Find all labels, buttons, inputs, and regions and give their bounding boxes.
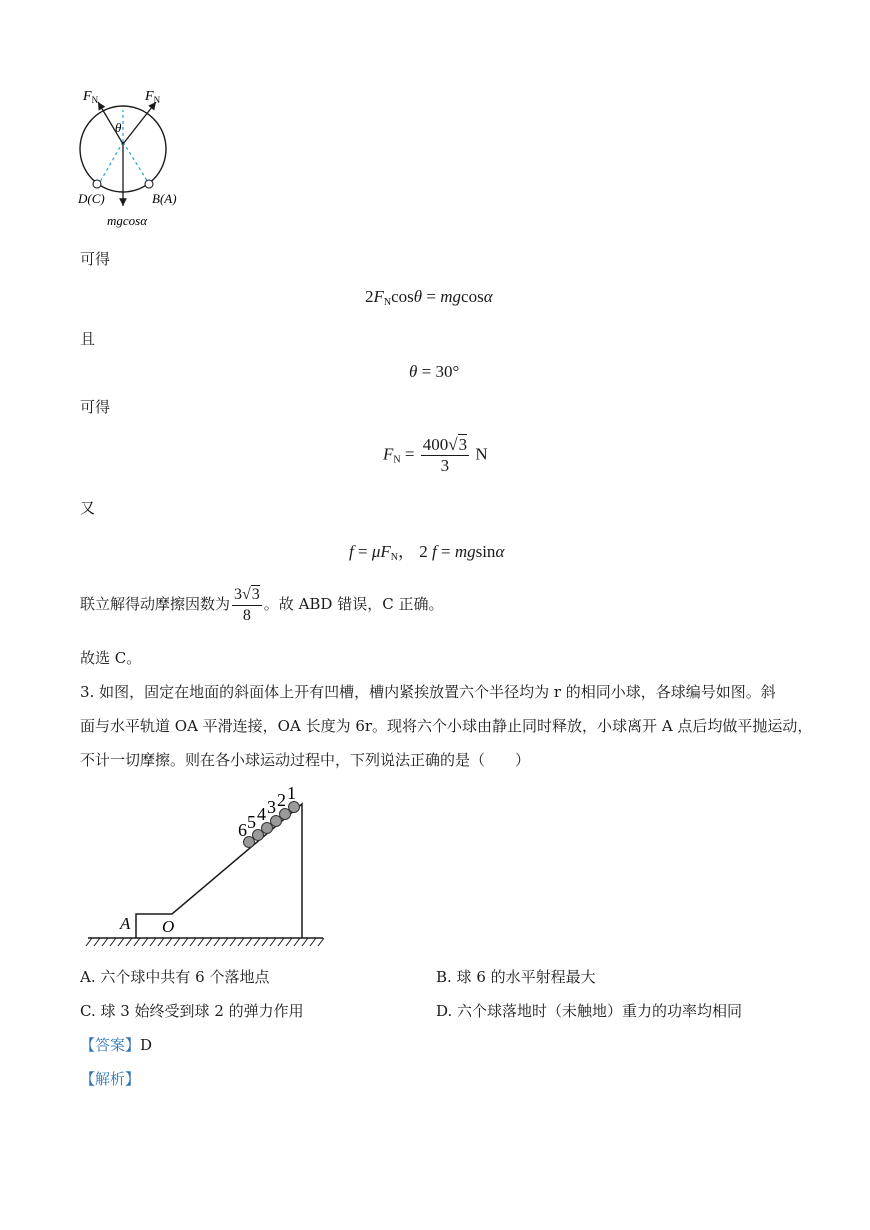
- ball-label-3: 3: [267, 797, 276, 817]
- option-A[interactable]: A. 六个球中共有 6 个落地点: [80, 968, 270, 986]
- label-right-point: B(A): [152, 191, 177, 206]
- question-3-line-1: 3. 如图，固定在地面的斜面体上开有凹槽，槽内紧挨放置六个半径均为 r 的相同小球，各球编号如图。斜: [80, 683, 776, 701]
- equation-4: $f = \mu F_N$， 2 f = mgsinα: [349, 542, 505, 563]
- answer-value: D: [140, 1036, 153, 1054]
- small-ball-right: [145, 180, 153, 188]
- label-theta: θ: [115, 120, 122, 135]
- ball-3: [271, 816, 282, 827]
- ball-label-6: 6: [238, 820, 247, 840]
- equation-1: $2F_N\cos\theta = mgcos\alpha$: [365, 287, 493, 308]
- force-diagram: [70, 82, 200, 232]
- label-weight: mgcosα: [107, 213, 148, 228]
- label-left-point: D(C): [78, 191, 105, 206]
- equation-2: θ = 30°: [409, 362, 460, 381]
- option-C[interactable]: C. 球 3 始终受到球 2 的弹力作用: [80, 1002, 304, 1020]
- dashed-line-right: [123, 142, 148, 182]
- option-B[interactable]: B. 球 6 的水平射程最大: [436, 968, 596, 986]
- text-kede-1: 可得: [80, 250, 111, 268]
- dashed-line-left: [100, 142, 123, 182]
- ball-label-4: 4: [257, 804, 266, 824]
- label-O: O: [162, 917, 175, 936]
- label-fn-right: $F_N$: [145, 89, 161, 105]
- ground-hatch: [86, 938, 324, 946]
- text-kede-2: 可得: [80, 398, 111, 416]
- text-choose: 故选 C。: [80, 649, 142, 667]
- text-you: 又: [80, 499, 96, 517]
- question-3-line-3: 不计一切摩擦。则在各小球运动过程中，下列说法正确的是（ ）: [80, 751, 531, 769]
- analysis-line: [80, 1069, 140, 1089]
- option-D[interactable]: D. 六个球落地时（未触地）重力的功率均相同: [436, 1002, 743, 1020]
- force-fn-right-arrow: [123, 102, 156, 144]
- text-qie: 且: [80, 330, 96, 348]
- ball-label-2: 2: [277, 790, 286, 810]
- ball-label-1: 1: [287, 783, 296, 803]
- ball-4: [262, 823, 273, 834]
- equation-3: $F_N$ = $\frac{400√3}{3}$ N: [383, 435, 488, 475]
- small-ball-left: [93, 180, 101, 188]
- answer-tag: 【答案】: [80, 1036, 141, 1054]
- incline-diagram: [80, 780, 340, 950]
- label-fn-left: $F_N$: [83, 89, 99, 105]
- ball-1: [289, 802, 300, 813]
- ball-2: [280, 809, 291, 820]
- analysis-tag: 【解析】: [80, 1070, 141, 1088]
- conclusion-line: 联立解得动摩擦因数为 $\frac{3√3}{8}$ 。故 ABD 错误，C 正确。: [80, 585, 444, 624]
- answer-line: [80, 1035, 152, 1055]
- question-3-line-2: 面与水平轨道 OA 平滑连接，OA 长度为 6r。现将六个小球由静止同时释放，小球离开 A 点后均做平抛运动，: [80, 717, 813, 735]
- ball-label-5: 5: [247, 812, 256, 832]
- label-A: A: [120, 914, 131, 933]
